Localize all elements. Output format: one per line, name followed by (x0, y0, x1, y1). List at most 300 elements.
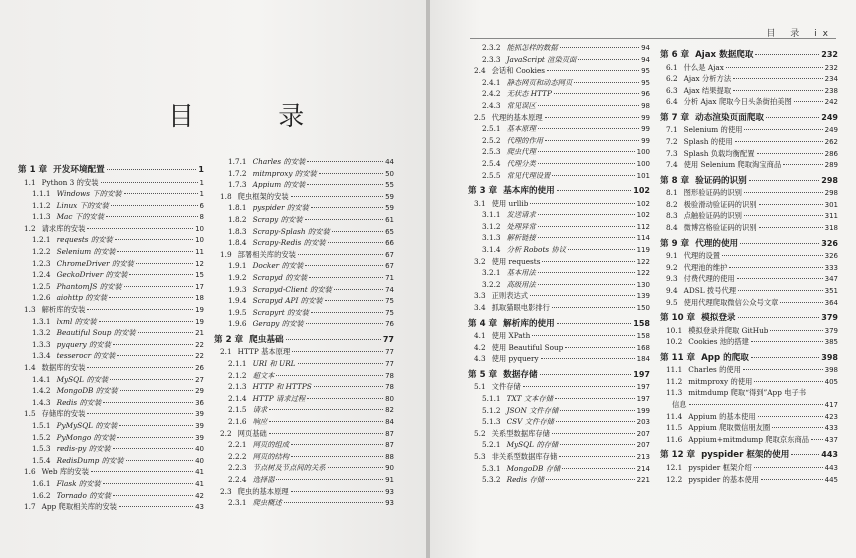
dot-leader (744, 129, 822, 130)
dot-leader (87, 367, 193, 368)
toc-page-number: 39 (195, 410, 204, 419)
dot-leader (106, 216, 198, 217)
toc-entry-number: 第 12 章 (660, 450, 696, 461)
toc-entry (660, 148, 838, 160)
toc-entry-number: 第 11 章 (660, 352, 696, 363)
toc-entry-number: 2.1.4 (228, 393, 247, 403)
dot-leader (562, 468, 634, 469)
toc-entry-title: 验证码的识别 (695, 175, 747, 186)
dot-leader (726, 67, 823, 68)
toc-entry-title: Splash 负载均衡配置 (683, 148, 755, 158)
dot-leader (755, 54, 819, 55)
toc-entry-number: 1.6.2 (32, 490, 51, 500)
toc-page-number: 27 (195, 375, 204, 384)
toc-page-number: 19 (195, 306, 204, 315)
toc-entry (468, 54, 650, 66)
toc-entry-number: 1.3.1 (32, 316, 51, 326)
toc-entry-number: 1.2.3 (32, 258, 51, 268)
toc-entry (660, 187, 838, 199)
toc-entry-title: Splash 的使用 (683, 136, 733, 146)
dot-leader (541, 358, 635, 359)
dot-leader (791, 454, 819, 455)
dot-leader (689, 404, 823, 405)
toc-page-number: 84 (385, 417, 394, 426)
toc-page-number: 326 (824, 252, 838, 261)
dot-leader (761, 479, 823, 480)
dot-leader (334, 289, 383, 290)
toc-entry (214, 318, 394, 330)
toc-entry-title: mitmproxy 的使用 (688, 376, 753, 386)
toc-page-number: 101 (636, 171, 650, 180)
toc-entry-title: Web 库的安装 (41, 467, 90, 477)
toc-entry-number: 5.3 (474, 451, 486, 461)
dot-leader (103, 483, 193, 484)
toc-page-number: 443 (824, 463, 838, 472)
dot-leader (794, 101, 823, 102)
toc-page-number: 203 (636, 418, 650, 427)
toc-entry (660, 96, 838, 108)
toc-entry-title: 代理的设置 (683, 251, 721, 261)
toc-entry (468, 428, 650, 440)
toc-entry-number: 11.5 (666, 423, 683, 433)
toc-entry-number: 3.1.1 (482, 210, 501, 220)
toc-entry-title: 网页的组成 (252, 440, 290, 450)
toc-entry-number: 9.5 (666, 297, 678, 307)
header-rule (470, 38, 836, 39)
toc-page-number: 100 (636, 159, 650, 168)
toc-entry-number: 4.3 (474, 354, 486, 364)
toc-entry (660, 262, 838, 274)
toc-page-number: 232 (824, 63, 838, 72)
toc-chapter-entry (660, 108, 838, 125)
toc-entry (18, 339, 204, 351)
toc-entry-title: 爬虫框架的安装 (237, 191, 289, 201)
dot-leader (538, 151, 635, 152)
toc-page-number: 15 (195, 271, 204, 280)
toc-page-number: 40 (195, 445, 204, 454)
toc-entry-title: redis-py 的安装 (56, 444, 111, 454)
toc-entry (468, 405, 650, 417)
toc-entry (468, 198, 650, 210)
toc-page-number: 102 (636, 199, 650, 208)
toc-entry-number: 3.1.4 (482, 245, 501, 254)
toc-entry-number: 2.3 (220, 486, 232, 496)
toc-entry-title: Tornado 的安装 (56, 490, 112, 500)
toc-entry-number: 1.5.2 (32, 432, 51, 442)
toc-page-number: 94 (641, 44, 650, 52)
dot-leader (738, 317, 820, 318)
toc-entry-title: Scrapyd API 的安装 (252, 296, 323, 306)
dot-leader (129, 274, 193, 275)
toc-page-number: 41 (195, 468, 204, 477)
toc-entry (214, 260, 394, 272)
toc-entry (660, 336, 838, 348)
toc-entry (660, 411, 838, 423)
toc-entry (214, 272, 394, 284)
toc-entry-number: 5.1.3 (482, 417, 501, 427)
toc-entry-number: 第 2 章 (214, 334, 244, 345)
dot-leader (780, 302, 822, 303)
toc-entry-number: 2.3.1 (228, 498, 247, 508)
toc-entry-title: Mac 下的安装 (56, 212, 104, 222)
toc-page-number: 443 (821, 450, 838, 460)
toc-page-number: 242 (824, 98, 838, 107)
toc-entry-number: 3.1.3 (482, 233, 501, 243)
toc-page-number: 77 (385, 348, 394, 357)
toc-entry-title: Charles 的安装 (252, 157, 306, 166)
toc-chapter-entry (660, 45, 838, 62)
toc-entry (660, 159, 838, 171)
toc-entry (468, 416, 650, 428)
toc-entry-number: 3.2.1 (482, 268, 501, 278)
toc-entry-title: 开发环境配置 (53, 165, 105, 175)
toc-entry-number: 1.4 (24, 363, 36, 372)
dot-leader (113, 495, 193, 496)
toc-entry-title: 使用 requests (491, 256, 541, 266)
toc-entry (468, 170, 650, 182)
toc-entry-number: 1.7.3 (228, 180, 247, 190)
dot-leader (126, 460, 194, 461)
toc-entry (660, 210, 838, 222)
dot-leader (530, 295, 635, 296)
dot-leader (284, 502, 383, 503)
toc-entry-title: 无状态 HTTP (506, 89, 552, 99)
toc-page-number: 150 (636, 303, 650, 312)
dot-leader (115, 239, 193, 240)
toc-entry-number: 1.1.3 (32, 212, 51, 222)
toc-entry (214, 486, 394, 498)
toc-entry-number: 1.8.1 (228, 203, 247, 213)
toc-entry-number: 8.2 (666, 199, 678, 209)
toc-entry-number: 9.3 (666, 274, 678, 284)
toc-entry-title: 正则表达式 (491, 291, 529, 301)
dot-leader (538, 284, 635, 285)
toc-entry-number: 5.3.1 (482, 463, 501, 473)
dot-leader (269, 421, 383, 422)
dot-leader (306, 323, 384, 324)
toc-entry (214, 381, 394, 393)
toc-entry-number: 1.9 (220, 249, 232, 259)
dot-leader (729, 267, 822, 268)
toc-entry-number: 1.9.5 (228, 307, 247, 317)
dot-leader (560, 410, 634, 411)
toc-page-number: 12 (195, 259, 204, 268)
dot-leader (754, 381, 822, 382)
toc-entry-title: ADSL 拨号代理 (683, 285, 737, 295)
toc-page-number: 433 (824, 424, 838, 433)
toc-entry (660, 199, 838, 211)
dot-leader (556, 421, 635, 422)
toc-entry-title: 常见代理设置 (506, 170, 551, 180)
toc-page-number: 76 (385, 320, 394, 329)
toc-entry-number: 6.2 (666, 74, 678, 84)
toc-entry-title: 处理异常 (506, 221, 536, 231)
toc-page-number: 19 (195, 317, 204, 326)
toc-entry (18, 246, 204, 258)
toc-entry-title: Scrapyd-Client 的安装 (252, 284, 332, 294)
dot-leader (111, 205, 198, 206)
dot-leader (574, 82, 639, 83)
toc-entry-title: 分析 Robots 协议 (506, 245, 567, 254)
toc-entry-title: Python 3 的安装 (41, 177, 99, 187)
toc-entry (468, 279, 650, 291)
toc-entry (660, 474, 838, 486)
dot-leader (538, 214, 635, 215)
toc-entry-number: 第 10 章 (660, 313, 696, 324)
toc-entry-number: 1.7.2 (228, 168, 247, 178)
dot-leader (552, 433, 635, 434)
toc-page-number: 311 (824, 212, 838, 221)
toc-page-number: 130 (636, 280, 650, 289)
toc-entry-title: App 的爬取 (701, 352, 749, 363)
toc-entry (468, 123, 650, 135)
toc-entry-title: Appium+mitmdump 爬取京东商品 (688, 434, 810, 444)
toc-page-number: 44 (385, 158, 394, 166)
toc-entry-title: 部署相关库的安装 (237, 249, 296, 259)
toc-entry-title: Beautiful Soup 的安装 (56, 328, 136, 338)
toc-entry-title: 代理分类 (506, 158, 536, 168)
toc-entry-title: Scrapyd 的安装 (252, 272, 308, 282)
toc-page-number: 379 (824, 326, 838, 335)
dot-leader (552, 175, 634, 176)
dot-leader (298, 363, 384, 364)
toc-entry-number: 11.4 (666, 411, 683, 421)
toc-entry-title: Appium 的基本使用 (688, 411, 756, 421)
toc-entry-title: Redis 的安装 (56, 397, 102, 407)
toc-entry-title: mitmdump 爬取“得到”App 电子书 (688, 388, 807, 398)
toc-entry-number: 6.1 (666, 62, 678, 72)
toc-page-number: 41 (195, 479, 204, 488)
toc-entry-number: 2.1.3 (228, 382, 247, 392)
dot-leader (298, 254, 383, 255)
toc-entry (18, 304, 204, 316)
toc-entry-title: 响应 (252, 416, 268, 426)
toc-entry (214, 428, 394, 440)
toc-entry-number: 2.3.3 (482, 54, 501, 64)
toc-page-number: 221 (636, 476, 650, 485)
toc-page-number: 289 (824, 161, 838, 170)
toc-page-number: 214 (636, 464, 650, 473)
dot-leader (286, 339, 381, 340)
toc-entry (18, 362, 204, 374)
toc-entry-number: 第 6 章 (660, 50, 690, 60)
toc-entry-title: JavaScript 渲染页面 (506, 54, 577, 64)
toc-entry (660, 325, 838, 337)
toc-entry-title: 代理的使用 (695, 238, 739, 249)
toc-page-number: 298 (824, 189, 838, 198)
toc-entry-title: 极验滑动验证码的识别 (683, 199, 757, 209)
toc-page-number: 112 (636, 222, 650, 231)
toc-page-number: 100 (636, 148, 650, 157)
toc-page-number: 207 (636, 441, 650, 450)
toc-entry (468, 267, 650, 279)
toc-page-number: 102 (633, 186, 650, 196)
left-column-2 (214, 156, 394, 509)
toc-page-number: 262 (824, 137, 838, 146)
dot-leader (124, 286, 193, 287)
toc-page-number: 67 (385, 262, 394, 271)
dot-leader (568, 249, 635, 250)
toc-page-number: 77 (385, 360, 394, 368)
toc-entry-number: 1.2.5 (32, 281, 51, 291)
toc-page-number: 10 (195, 224, 204, 233)
toc-entry-title: 解析库的安装 (41, 305, 86, 315)
toc-entry-title: 图形验证码的识别 (683, 188, 742, 198)
dot-leader (542, 261, 634, 262)
toc-page-number: 99 (641, 125, 650, 134)
toc-entry-title: MongoDB 的安装 (56, 386, 118, 396)
dot-leader (749, 180, 820, 181)
toc-entry-number: 9.4 (666, 285, 678, 295)
toc-page-number: 21 (195, 329, 204, 338)
toc-entry-title: 能抓怎样的数据 (506, 43, 558, 52)
toc-entry (214, 249, 394, 261)
toc-entry (18, 211, 204, 223)
toc-page-number: 87 (385, 441, 394, 450)
toc-entry-number: 1.5.3 (32, 444, 51, 454)
toc-page-number: 139 (636, 292, 650, 301)
toc-entry (214, 451, 394, 463)
dot-leader (91, 471, 193, 472)
left-page (0, 0, 426, 558)
toc-entry-number: 10.1 (666, 325, 683, 335)
toc-entry (468, 474, 650, 486)
dot-leader (332, 231, 383, 232)
toc-entry-title: Scrapy-Redis 的安装 (252, 238, 326, 248)
toc-entry-number: 第 1 章 (18, 165, 48, 175)
toc-entry-title: requests 的安装 (56, 235, 113, 245)
toc-entry-number: 1.3 (24, 305, 36, 315)
toc-entry-number: 2.4 (474, 66, 486, 76)
toc-entry (660, 399, 838, 411)
toc-page-number: 168 (636, 343, 650, 352)
toc-page-number: 8 (199, 213, 204, 222)
toc-page-number: 286 (824, 149, 838, 158)
toc-entry-title: Scrapy-Splash 的安装 (252, 226, 330, 236)
toc-entry (660, 62, 838, 74)
toc-entry-title: 抓取猫眼电影排行 (491, 302, 550, 312)
toc-entry-number: 1.9.6 (228, 319, 247, 329)
dot-leader (759, 204, 823, 205)
dot-leader (737, 278, 823, 279)
toc-chapter-entry (660, 234, 838, 251)
toc-entry-number: 2.1 (220, 347, 232, 357)
toc-entry-title: Appium 爬取微信朋友圈 (688, 423, 771, 433)
toc-entry-number: 3.2.2 (482, 279, 501, 289)
dot-leader (291, 491, 383, 492)
toc-entry-number: 6.3 (666, 85, 678, 95)
toc-entry (18, 258, 204, 270)
dot-leader (117, 355, 193, 356)
toc-page-number: 96 (641, 90, 650, 99)
toc-entry-number: 3.2 (474, 256, 486, 266)
toc-entry-number: 1.5.1 (32, 420, 51, 430)
toc-entry (468, 221, 650, 233)
toc-chapter-entry (660, 171, 838, 188)
toc-entry (468, 342, 650, 354)
toc-entry (18, 432, 204, 444)
toc-page-number: 213 (636, 452, 650, 461)
toc-page-number: 301 (824, 200, 838, 209)
toc-entry (214, 202, 394, 214)
dot-leader (119, 425, 193, 426)
toc-entry-number: 2.2.4 (228, 474, 247, 484)
toc-entry (18, 316, 204, 328)
toc-entry-number: 4.2 (474, 342, 486, 352)
dot-leader (307, 161, 383, 162)
toc-entry-number: 1.8.2 (228, 214, 247, 224)
toc-entry-number: 1.7.1 (228, 157, 247, 166)
toc-entry (18, 281, 204, 293)
toc-entry (18, 350, 204, 362)
toc-entry (468, 244, 650, 256)
toc-entry-number: 1.9.3 (228, 284, 247, 294)
toc-entry-title: GeckoDriver 的安装 (56, 270, 128, 280)
toc-page-number: 26 (195, 364, 204, 372)
toc-page-number: 39 (195, 433, 204, 442)
toc-entry (660, 250, 838, 262)
toc-page-number: 385 (824, 338, 838, 347)
dot-leader (291, 196, 383, 197)
toc-entry-number: 2.2 (220, 428, 232, 438)
toc-entry-number: 第 4 章 (468, 318, 498, 329)
toc-entry-title: Gerapy 的安装 (252, 319, 304, 329)
dot-leader (305, 265, 383, 266)
toc-entry-title: 高级用法 (506, 279, 536, 289)
toc-entry-title: 使用 XPath (491, 331, 531, 341)
toc-entry (18, 420, 204, 432)
toc-page-number: 398 (821, 352, 838, 362)
toc-entry (468, 290, 650, 302)
dot-leader (735, 141, 823, 142)
toc-page-number: 405 (824, 377, 838, 386)
dot-leader (307, 398, 383, 399)
toc-entry-number: 2.3.2 (482, 43, 501, 52)
toc-entry (214, 191, 394, 203)
toc-entry (468, 135, 650, 147)
toc-entry-number: 1.2.2 (32, 247, 51, 257)
dot-leader (740, 243, 819, 244)
toc-entry-number: 12.2 (666, 474, 683, 484)
toc-entry-title: pyspider 的安装 (252, 203, 309, 213)
toc-entry-title: 关系型数据库存储 (491, 428, 550, 438)
toc-page-number: 50 (385, 169, 394, 178)
toc-entry (18, 455, 204, 467)
toc-entry-title: 代理的基本原理 (491, 112, 543, 122)
toc-page-number: 29 (195, 387, 204, 396)
dot-leader (119, 506, 193, 507)
toc-entry (468, 330, 650, 342)
toc-entry (468, 65, 650, 77)
toc-entry (214, 295, 394, 307)
toc-entry (214, 346, 394, 358)
toc-entry-number: 1.9.2 (228, 272, 247, 282)
toc-chapter-entry (18, 160, 204, 177)
toc-entry-title: URI 和 URL (252, 359, 296, 368)
dot-leader (770, 330, 822, 331)
toc-entry-number: 2.5.4 (482, 158, 501, 168)
toc-entry-title: pyspider 框架介绍 (688, 462, 752, 472)
dot-leader (291, 444, 383, 445)
toc-entry-number: 12.1 (666, 462, 683, 472)
toc-page-number: 318 (824, 224, 838, 233)
toc-entry (214, 156, 394, 168)
toc-entry-title: 静态网页和动态网页 (506, 77, 573, 87)
toc-entry-title: 模拟登录并爬取 GitHub (688, 325, 769, 335)
dot-leader (743, 369, 823, 370)
toc-page-number: 423 (824, 412, 838, 421)
toc-entry-number: 11.6 (666, 434, 683, 444)
